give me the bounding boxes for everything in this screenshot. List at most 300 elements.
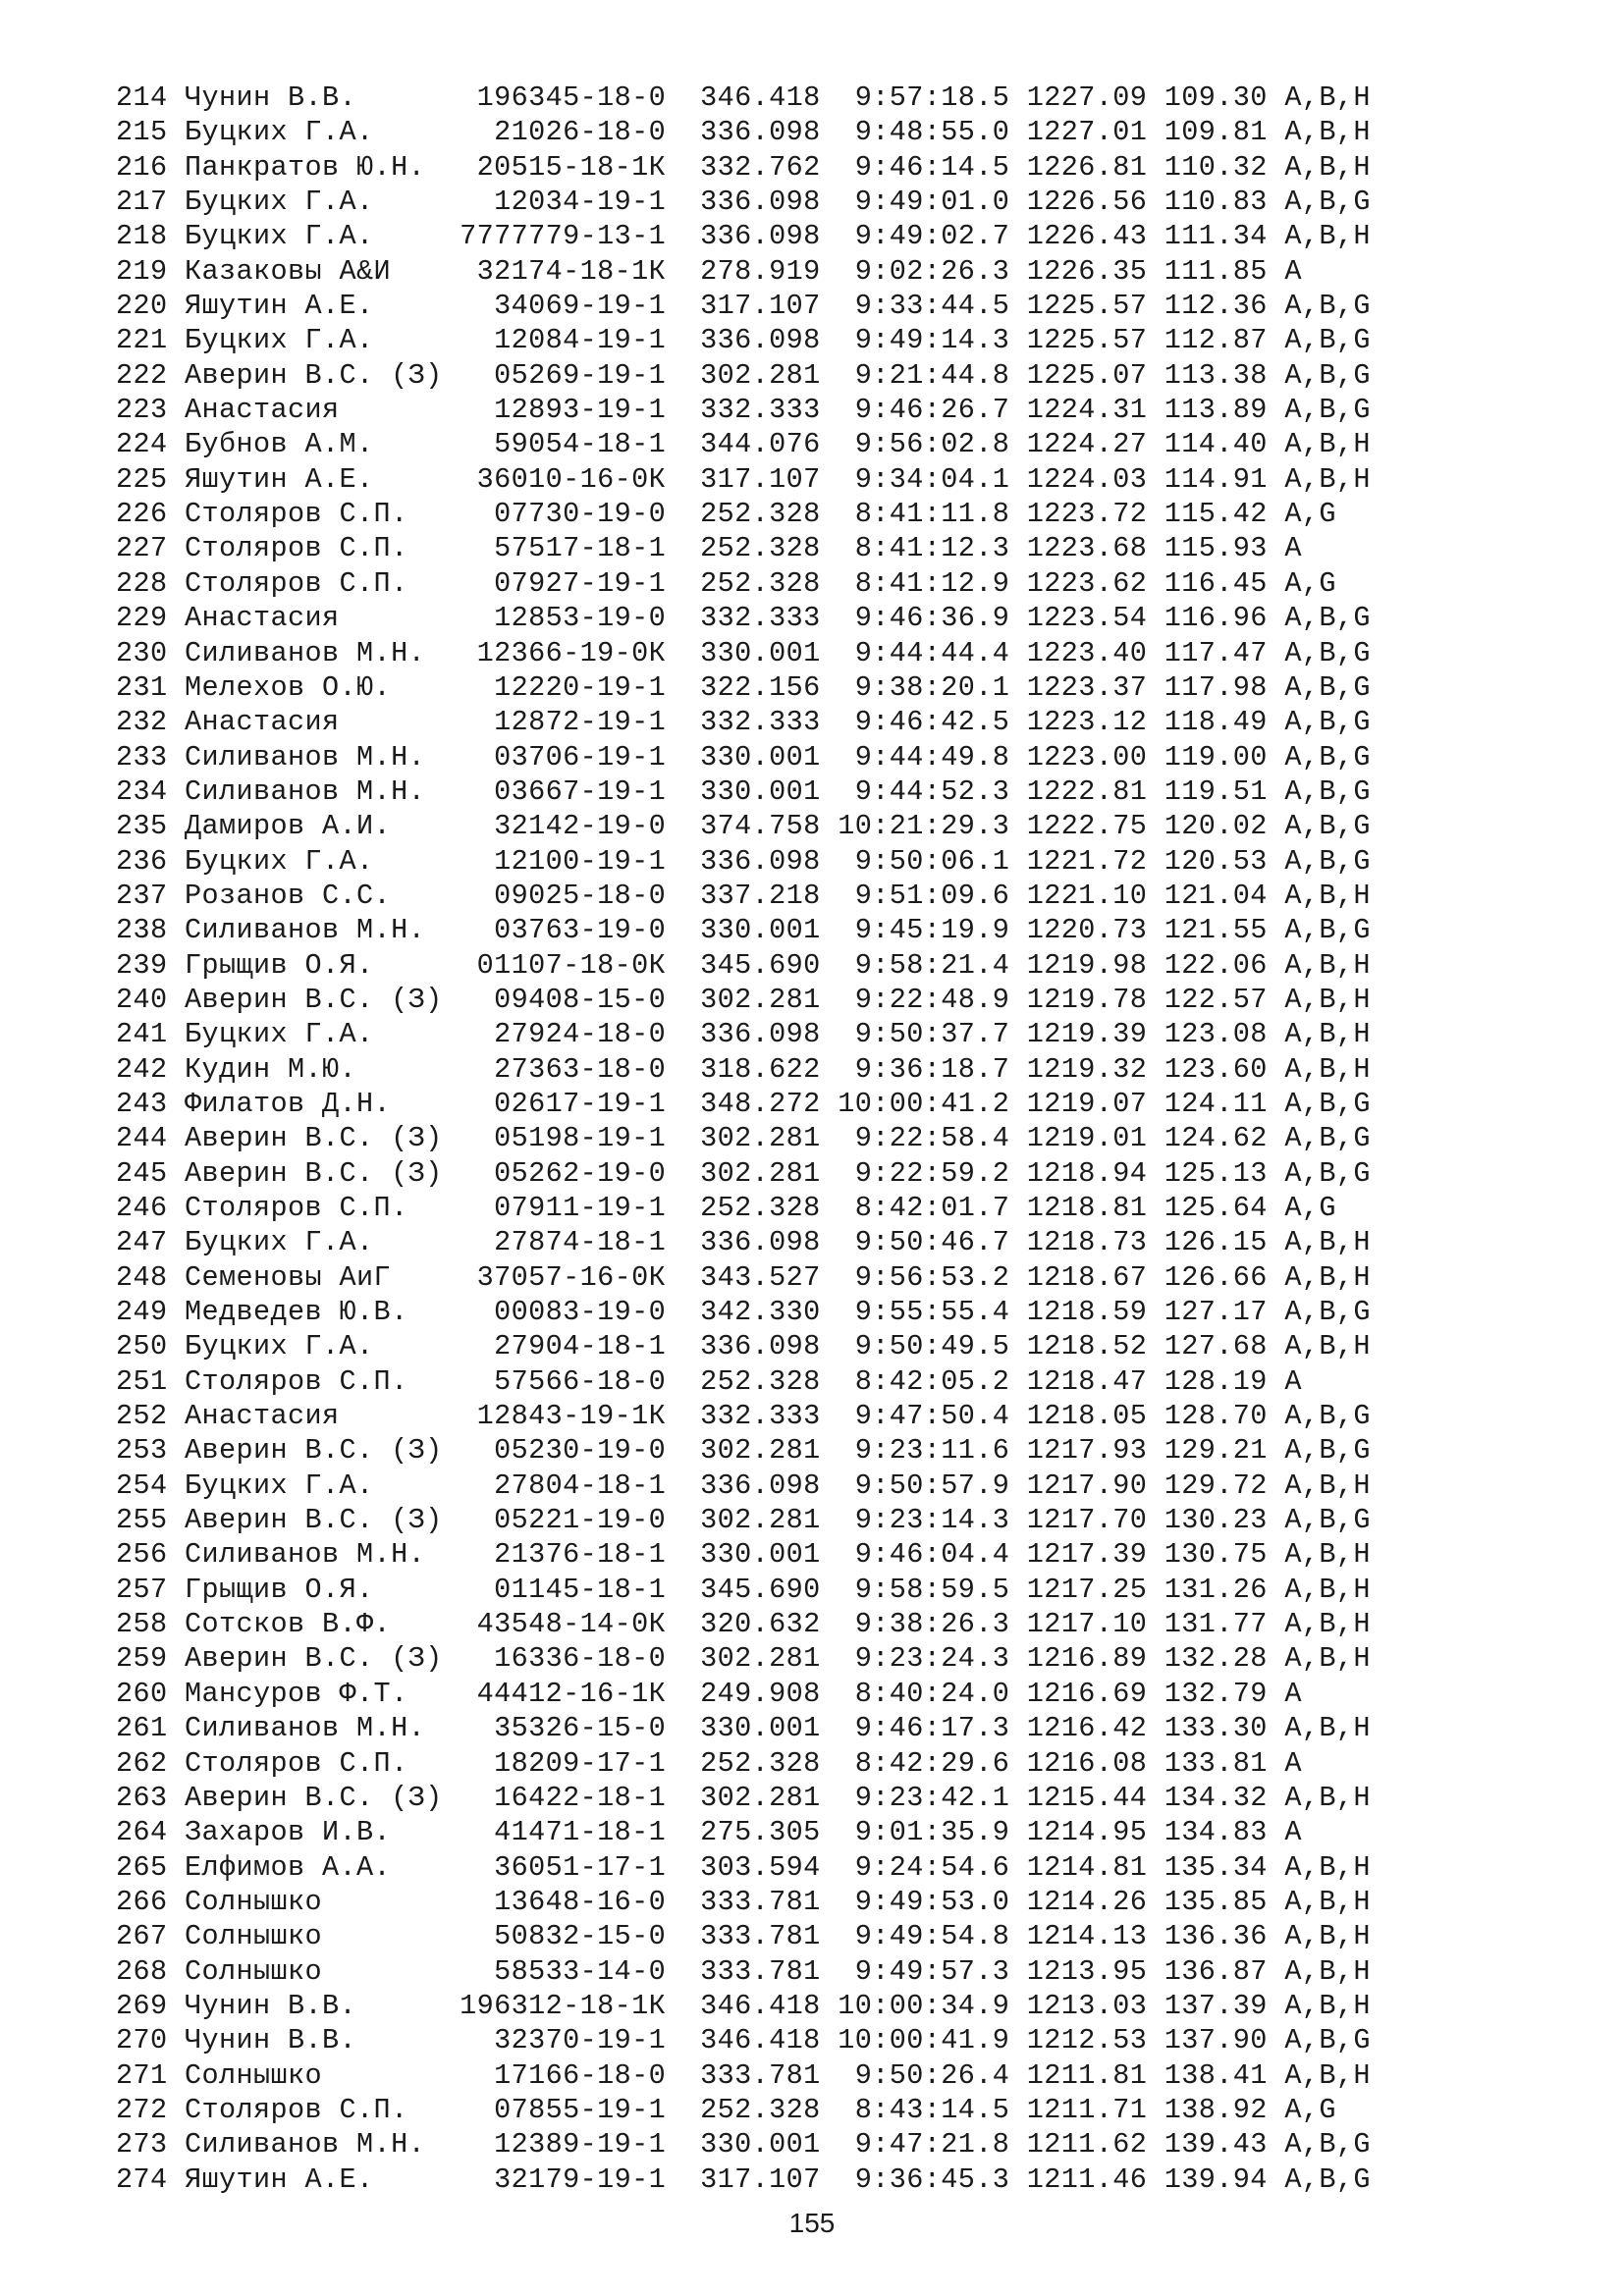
cell-time: 8:40:24.0 xyxy=(838,1677,1010,1710)
cell-speed: 1223.68 xyxy=(1026,532,1148,565)
cell-place: 241 xyxy=(116,1018,168,1051)
cell-coef: 125.64 xyxy=(1164,1192,1268,1224)
cell-distance: 249.908 xyxy=(700,1677,821,1710)
cell-ring: 32370-19-1 xyxy=(460,2024,667,2057)
cell-place: 229 xyxy=(116,602,168,635)
table-row xyxy=(116,1641,1371,1676)
table-row xyxy=(116,150,1371,185)
cell-speed: 1227.01 xyxy=(1026,116,1148,149)
cell-distance: 346.418 xyxy=(700,1989,821,2022)
table-row xyxy=(116,1781,1371,1815)
cell-speed: 1211.81 xyxy=(1026,2058,1148,2092)
cell-distance: 336.098 xyxy=(700,1330,821,1363)
cell-name: Аверин В.С. (З) xyxy=(185,1434,443,1468)
cell-name: Аверин В.С. (З) xyxy=(185,358,443,392)
cell-ring: 34069-19-1 xyxy=(460,290,667,323)
cell-ring: 32174-18-1К xyxy=(460,254,667,288)
cell-groups: A,B,H xyxy=(1284,462,1371,496)
cell-speed: 1223.40 xyxy=(1026,636,1148,669)
cell-name: Аверин В.С. (З) xyxy=(185,1642,443,1676)
cell-name: Сотсков В.Ф. xyxy=(185,1608,443,1641)
cell-name: Солнышко xyxy=(185,1885,443,1918)
cell-time: 10:00:34.9 xyxy=(838,1989,1010,2022)
cell-time: 9:46:42.5 xyxy=(838,706,1010,739)
cell-distance: 336.098 xyxy=(700,1018,821,1051)
cell-time: 8:42:29.6 xyxy=(838,1746,1010,1780)
cell-ring: 05230-19-0 xyxy=(460,1434,667,1468)
table-row xyxy=(116,601,1371,635)
cell-distance: 252.328 xyxy=(700,532,821,565)
cell-ring: 05221-19-0 xyxy=(460,1504,667,1537)
cell-coef: 121.55 xyxy=(1164,914,1268,947)
cell-speed: 1227.09 xyxy=(1026,81,1148,114)
cell-ring: 09025-18-0 xyxy=(460,879,667,912)
cell-name: Силиванов М.Н. xyxy=(185,774,443,808)
cell-groups: A,B,H xyxy=(1284,220,1371,253)
cell-name: Столяров С.П. xyxy=(185,1192,443,1224)
cell-distance: 332.333 xyxy=(700,1400,821,1433)
cell-groups: A,B,H xyxy=(1284,150,1371,184)
table-row xyxy=(116,1503,1371,1537)
cell-coef: 121.04 xyxy=(1164,879,1268,912)
cell-coef: 125.13 xyxy=(1164,1156,1268,1190)
table-row xyxy=(116,1156,1371,1191)
cell-name: Солнышко xyxy=(185,2058,443,2092)
cell-place: 230 xyxy=(116,636,168,669)
cell-coef: 130.75 xyxy=(1164,1538,1268,1572)
cell-coef: 122.57 xyxy=(1164,983,1268,1016)
cell-time: 9:46:26.7 xyxy=(838,394,1010,427)
cell-distance: 374.758 xyxy=(700,810,821,843)
cell-distance: 317.107 xyxy=(700,462,821,496)
cell-time: 9:22:58.4 xyxy=(838,1122,1010,1155)
cell-ring: 12220-19-1 xyxy=(460,670,667,704)
cell-time: 9:48:55.0 xyxy=(838,116,1010,149)
table-row xyxy=(116,1919,1371,1953)
table-row xyxy=(116,670,1371,705)
cell-distance: 336.098 xyxy=(700,116,821,149)
cell-speed: 1223.54 xyxy=(1026,602,1148,635)
cell-time: 9:49:54.8 xyxy=(838,1920,1010,1953)
cell-distance: 333.781 xyxy=(700,1885,821,1918)
cell-name: Чунин В.В. xyxy=(185,81,443,114)
page-number: 155 xyxy=(788,2208,836,2238)
table-row xyxy=(116,115,1371,149)
table-row xyxy=(116,1295,1371,1329)
cell-speed: 1224.03 xyxy=(1026,462,1148,496)
cell-distance: 333.781 xyxy=(700,1920,821,1953)
cell-distance: 252.328 xyxy=(700,566,821,600)
cell-time: 10:00:41.2 xyxy=(838,1087,1010,1120)
cell-groups: A,B,H xyxy=(1284,1018,1371,1051)
cell-ring: 13648-16-0 xyxy=(460,1885,667,1918)
cell-name: Розанов С.С. xyxy=(185,879,443,912)
cell-name: Филатов Д.Н. xyxy=(185,1087,443,1120)
cell-groups: A,G xyxy=(1284,2093,1336,2126)
cell-place: 274 xyxy=(116,2163,168,2196)
cell-distance: 336.098 xyxy=(700,1468,821,1502)
cell-distance: 322.156 xyxy=(700,670,821,704)
cell-speed: 1220.73 xyxy=(1026,914,1148,947)
cell-speed: 1223.00 xyxy=(1026,740,1148,774)
cell-ring: 12893-19-1 xyxy=(460,394,667,427)
cell-coef: 132.79 xyxy=(1164,1677,1268,1710)
cell-distance: 332.333 xyxy=(700,706,821,739)
cell-ring: 196345-18-0 xyxy=(460,81,667,114)
cell-ring: 02617-19-1 xyxy=(460,1087,667,1120)
cell-speed: 1226.35 xyxy=(1026,254,1148,288)
cell-place: 255 xyxy=(116,1504,168,1537)
cell-distance: 302.281 xyxy=(700,1781,821,1814)
table-row xyxy=(116,531,1371,565)
cell-name: Столяров С.П. xyxy=(185,2093,443,2126)
cell-name: Анастасия xyxy=(185,602,443,635)
cell-groups: A,B,H xyxy=(1284,1330,1371,1363)
cell-place: 234 xyxy=(116,774,168,808)
cell-name: Дамиров А.И. xyxy=(185,810,443,843)
cell-place: 251 xyxy=(116,1364,168,1398)
cell-ring: 196312-18-1К xyxy=(460,1989,667,2022)
cell-ring: 09408-15-0 xyxy=(460,983,667,1016)
cell-speed: 1223.62 xyxy=(1026,566,1148,600)
table-row xyxy=(116,844,1371,879)
cell-ring: 21376-18-1 xyxy=(460,1538,667,1572)
cell-ring: 57517-18-1 xyxy=(460,532,667,565)
cell-distance: 252.328 xyxy=(700,1364,821,1398)
cell-place: 271 xyxy=(116,2058,168,2092)
cell-speed: 1223.12 xyxy=(1026,706,1148,739)
cell-ring: 32142-19-0 xyxy=(460,810,667,843)
cell-distance: 302.281 xyxy=(700,1434,821,1468)
cell-coef: 123.60 xyxy=(1164,1052,1268,1086)
cell-groups: A,B,H xyxy=(1284,428,1371,461)
cell-time: 9:50:37.7 xyxy=(838,1018,1010,1051)
cell-coef: 124.11 xyxy=(1164,1087,1268,1120)
cell-place: 216 xyxy=(116,150,168,184)
cell-groups: A xyxy=(1284,532,1302,565)
table-row xyxy=(116,983,1371,1017)
cell-speed: 1216.69 xyxy=(1026,1677,1148,1710)
cell-ring: 7777779-13-1 xyxy=(460,220,667,253)
cell-time: 9:56:53.2 xyxy=(838,1260,1010,1294)
table-row xyxy=(116,1711,1371,1745)
cell-name: Медведев Ю.В. xyxy=(185,1296,443,1329)
cell-coef: 114.40 xyxy=(1164,428,1268,461)
cell-speed: 1226.56 xyxy=(1026,186,1148,219)
cell-groups: A xyxy=(1284,254,1302,288)
cell-ring: 21026-18-0 xyxy=(460,116,667,149)
cell-ring: 44412-16-1К xyxy=(460,1677,667,1710)
cell-speed: 1218.94 xyxy=(1026,1156,1148,1190)
cell-speed: 1221.72 xyxy=(1026,844,1148,878)
cell-coef: 139.94 xyxy=(1164,2163,1268,2196)
cell-time: 9:55:55.4 xyxy=(838,1296,1010,1329)
cell-place: 257 xyxy=(116,1573,168,1606)
cell-time: 9:47:21.8 xyxy=(838,2128,1010,2162)
cell-name: Кудин М.Ю. xyxy=(185,1052,443,1086)
cell-place: 219 xyxy=(116,254,168,288)
cell-speed: 1218.73 xyxy=(1026,1226,1148,1259)
cell-speed: 1224.27 xyxy=(1026,428,1148,461)
cell-speed: 1214.26 xyxy=(1026,1885,1148,1918)
cell-time: 9:38:26.3 xyxy=(838,1608,1010,1641)
cell-place: 260 xyxy=(116,1677,168,1710)
cell-ring: 27874-18-1 xyxy=(460,1226,667,1259)
cell-distance: 330.001 xyxy=(700,636,821,669)
cell-time: 9:36:18.7 xyxy=(838,1052,1010,1086)
table-row xyxy=(116,566,1371,601)
cell-speed: 1225.07 xyxy=(1026,358,1148,392)
cell-time: 9:50:46.7 xyxy=(838,1226,1010,1259)
cell-name: Аверин В.С. (З) xyxy=(185,983,443,1016)
cell-speed: 1214.95 xyxy=(1026,1816,1148,1849)
cell-place: 246 xyxy=(116,1192,168,1224)
cell-time: 8:42:01.7 xyxy=(838,1192,1010,1224)
table-row xyxy=(116,1121,1371,1155)
cell-speed: 1218.59 xyxy=(1026,1296,1148,1329)
cell-time: 9:49:01.0 xyxy=(838,186,1010,219)
cell-time: 9:47:50.4 xyxy=(838,1400,1010,1433)
cell-name: Столяров С.П. xyxy=(185,532,443,565)
cell-coef: 126.15 xyxy=(1164,1226,1268,1259)
cell-time: 9:01:35.9 xyxy=(838,1816,1010,1849)
cell-coef: 131.77 xyxy=(1164,1608,1268,1641)
cell-speed: 1218.52 xyxy=(1026,1330,1148,1363)
cell-coef: 136.87 xyxy=(1164,1954,1268,1988)
cell-place: 231 xyxy=(116,670,168,704)
cell-name: Буцких Г.А. xyxy=(185,1018,443,1051)
cell-groups: A,B,H xyxy=(1284,1608,1371,1641)
cell-ring: 37057-16-0К xyxy=(460,1260,667,1294)
cell-groups: A,B,G xyxy=(1284,602,1371,635)
cell-groups: A,B,G xyxy=(1284,774,1371,808)
table-row xyxy=(116,2093,1371,2127)
cell-speed: 1219.39 xyxy=(1026,1018,1148,1051)
cell-coef: 127.17 xyxy=(1164,1296,1268,1329)
cell-coef: 129.21 xyxy=(1164,1434,1268,1468)
cell-ring: 59054-18-1 xyxy=(460,428,667,461)
cell-place: 217 xyxy=(116,186,168,219)
cell-groups: A,B,H xyxy=(1284,1712,1371,1745)
cell-place: 248 xyxy=(116,1260,168,1294)
table-row xyxy=(116,1746,1371,1781)
cell-groups: A,B,H xyxy=(1284,1850,1371,1884)
cell-coef: 138.92 xyxy=(1164,2093,1268,2126)
cell-ring: 05198-19-1 xyxy=(460,1122,667,1155)
cell-place: 262 xyxy=(116,1746,168,1780)
cell-time: 9:46:17.3 xyxy=(838,1712,1010,1745)
cell-distance: 348.272 xyxy=(700,1087,821,1120)
table-row xyxy=(116,1573,1371,1607)
cell-speed: 1225.57 xyxy=(1026,290,1148,323)
table-row xyxy=(116,323,1371,357)
cell-distance: 302.281 xyxy=(700,1642,821,1676)
cell-groups: A,B,G xyxy=(1284,670,1371,704)
cell-speed: 1217.25 xyxy=(1026,1573,1148,1606)
cell-groups: A,B,G xyxy=(1284,2163,1371,2196)
cell-ring: 27363-18-0 xyxy=(460,1052,667,1086)
cell-speed: 1219.01 xyxy=(1026,1122,1148,1155)
cell-ring: 00083-19-0 xyxy=(460,1296,667,1329)
table-row xyxy=(116,913,1371,947)
cell-distance: 302.281 xyxy=(700,1156,821,1190)
cell-name: Столяров С.П. xyxy=(185,498,443,531)
cell-speed: 1223.37 xyxy=(1026,670,1148,704)
cell-ring: 12366-19-0К xyxy=(460,636,667,669)
cell-ring: 07911-19-1 xyxy=(460,1192,667,1224)
cell-name: Панкратов Ю.Н. xyxy=(185,150,443,184)
cell-place: 259 xyxy=(116,1642,168,1676)
cell-coef: 109.81 xyxy=(1164,116,1268,149)
cell-coef: 113.38 xyxy=(1164,358,1268,392)
cell-time: 9:46:04.4 xyxy=(838,1538,1010,1572)
cell-name: Семеновы АиГ xyxy=(185,1260,443,1294)
cell-name: Силиванов М.Н. xyxy=(185,740,443,774)
cell-distance: 303.594 xyxy=(700,1850,821,1884)
cell-time: 9:23:42.1 xyxy=(838,1781,1010,1814)
cell-distance: 330.001 xyxy=(700,1712,821,1745)
cell-coef: 136.36 xyxy=(1164,1920,1268,1953)
cell-name: Бубнов А.М. xyxy=(185,428,443,461)
table-row xyxy=(116,1885,1371,1919)
cell-coef: 120.53 xyxy=(1164,844,1268,878)
cell-ring: 07730-19-0 xyxy=(460,498,667,531)
cell-time: 9:57:18.5 xyxy=(838,81,1010,114)
cell-time: 9:44:44.4 xyxy=(838,636,1010,669)
table-row xyxy=(116,1225,1371,1259)
table-row xyxy=(116,289,1371,323)
cell-time: 8:41:11.8 xyxy=(838,498,1010,531)
cell-place: 223 xyxy=(116,394,168,427)
cell-speed: 1218.67 xyxy=(1026,1260,1148,1294)
cell-ring: 12853-19-0 xyxy=(460,602,667,635)
table-row xyxy=(116,774,1371,809)
cell-groups: A,B,H xyxy=(1284,1954,1371,1988)
cell-speed: 1215.44 xyxy=(1026,1781,1148,1814)
cell-distance: 336.098 xyxy=(700,220,821,253)
cell-coef: 115.42 xyxy=(1164,498,1268,531)
table-row xyxy=(116,1989,1371,2023)
cell-ring: 12034-19-1 xyxy=(460,186,667,219)
cell-ring: 27904-18-1 xyxy=(460,1330,667,1363)
cell-name: Аверин В.С. (З) xyxy=(185,1122,443,1155)
cell-time: 9:23:14.3 xyxy=(838,1504,1010,1537)
cell-ring: 07927-19-1 xyxy=(460,566,667,600)
cell-groups: A,B,H xyxy=(1284,1920,1371,1953)
cell-time: 10:21:29.3 xyxy=(838,810,1010,843)
table-row xyxy=(116,2023,1371,2057)
cell-speed: 1216.08 xyxy=(1026,1746,1148,1780)
cell-speed: 1218.47 xyxy=(1026,1364,1148,1398)
table-row xyxy=(116,1468,1371,1503)
cell-place: 227 xyxy=(116,532,168,565)
cell-speed: 1226.81 xyxy=(1026,150,1148,184)
cell-name: Буцких Г.А. xyxy=(185,844,443,878)
table-row xyxy=(116,1954,1371,1989)
cell-name: Чунин В.В. xyxy=(185,2024,443,2057)
cell-groups: A,B,G xyxy=(1284,1296,1371,1329)
cell-distance: 346.418 xyxy=(700,2024,821,2057)
table-row xyxy=(116,1017,1371,1051)
table-row xyxy=(116,1191,1371,1225)
cell-time: 9:58:21.4 xyxy=(838,948,1010,982)
cell-name: Силиванов М.Н. xyxy=(185,2128,443,2162)
table-row xyxy=(116,358,1371,393)
cell-speed: 1219.07 xyxy=(1026,1087,1148,1120)
cell-name: Мелехов О.Ю. xyxy=(185,670,443,704)
cell-time: 9:46:14.5 xyxy=(838,150,1010,184)
cell-place: 253 xyxy=(116,1434,168,1468)
cell-name: Аверин В.С. (З) xyxy=(185,1504,443,1537)
cell-name: Буцких Г.А. xyxy=(185,1468,443,1502)
table-row xyxy=(116,1677,1371,1711)
cell-groups: A,B,G xyxy=(1284,324,1371,357)
cell-place: 224 xyxy=(116,428,168,461)
cell-name: Анастасия xyxy=(185,1400,443,1433)
cell-place: 273 xyxy=(116,2128,168,2162)
cell-groups: A,B,G xyxy=(1284,1156,1371,1190)
table-row xyxy=(116,636,1371,670)
cell-coef: 132.28 xyxy=(1164,1642,1268,1676)
cell-name: Буцких Г.А. xyxy=(185,186,443,219)
cell-distance: 330.001 xyxy=(700,1538,821,1572)
cell-distance: 330.001 xyxy=(700,774,821,808)
cell-time: 9:49:57.3 xyxy=(838,1954,1010,1988)
cell-distance: 343.527 xyxy=(700,1260,821,1294)
cell-speed: 1219.78 xyxy=(1026,983,1148,1016)
cell-coef: 130.23 xyxy=(1164,1504,1268,1537)
cell-distance: 318.622 xyxy=(700,1052,821,1086)
cell-ring: 50832-15-0 xyxy=(460,1920,667,1953)
cell-groups: A,B,G xyxy=(1284,290,1371,323)
table-row xyxy=(116,2127,1371,2162)
table-row xyxy=(116,2163,1371,2197)
table-row xyxy=(116,1052,1371,1087)
cell-place: 270 xyxy=(116,2024,168,2057)
table-row xyxy=(116,1364,1371,1399)
cell-distance: 330.001 xyxy=(700,740,821,774)
cell-place: 240 xyxy=(116,983,168,1016)
cell-ring: 35326-15-0 xyxy=(460,1712,667,1745)
cell-coef: 135.34 xyxy=(1164,1850,1268,1884)
cell-name: Захаров И.В. xyxy=(185,1816,443,1849)
cell-coef: 126.66 xyxy=(1164,1260,1268,1294)
cell-ring: 43548-14-0К xyxy=(460,1608,667,1641)
cell-name: Буцких Г.А. xyxy=(185,116,443,149)
cell-distance: 302.281 xyxy=(700,358,821,392)
cell-coef: 111.34 xyxy=(1164,220,1268,253)
cell-distance: 332.762 xyxy=(700,150,821,184)
cell-time: 9:23:11.6 xyxy=(838,1434,1010,1468)
cell-time: 9:49:53.0 xyxy=(838,1885,1010,1918)
cell-coef: 137.90 xyxy=(1164,2024,1268,2057)
cell-name: Столяров С.П. xyxy=(185,1364,443,1398)
cell-place: 218 xyxy=(116,220,168,253)
cell-time: 9:51:09.6 xyxy=(838,879,1010,912)
cell-place: 266 xyxy=(116,1885,168,1918)
cell-groups: A xyxy=(1284,1746,1302,1780)
cell-name: Елфимов А.А. xyxy=(185,1850,443,1884)
cell-time: 9:49:02.7 xyxy=(838,220,1010,253)
cell-ring: 20515-18-1К xyxy=(460,150,667,184)
cell-ring: 32179-19-1 xyxy=(460,2163,667,2196)
table-row xyxy=(116,1260,1371,1295)
cell-time: 9:23:24.3 xyxy=(838,1642,1010,1676)
table-row xyxy=(116,879,1371,913)
table-row xyxy=(116,462,1371,497)
cell-place: 272 xyxy=(116,2093,168,2126)
cell-speed: 1217.93 xyxy=(1026,1434,1148,1468)
